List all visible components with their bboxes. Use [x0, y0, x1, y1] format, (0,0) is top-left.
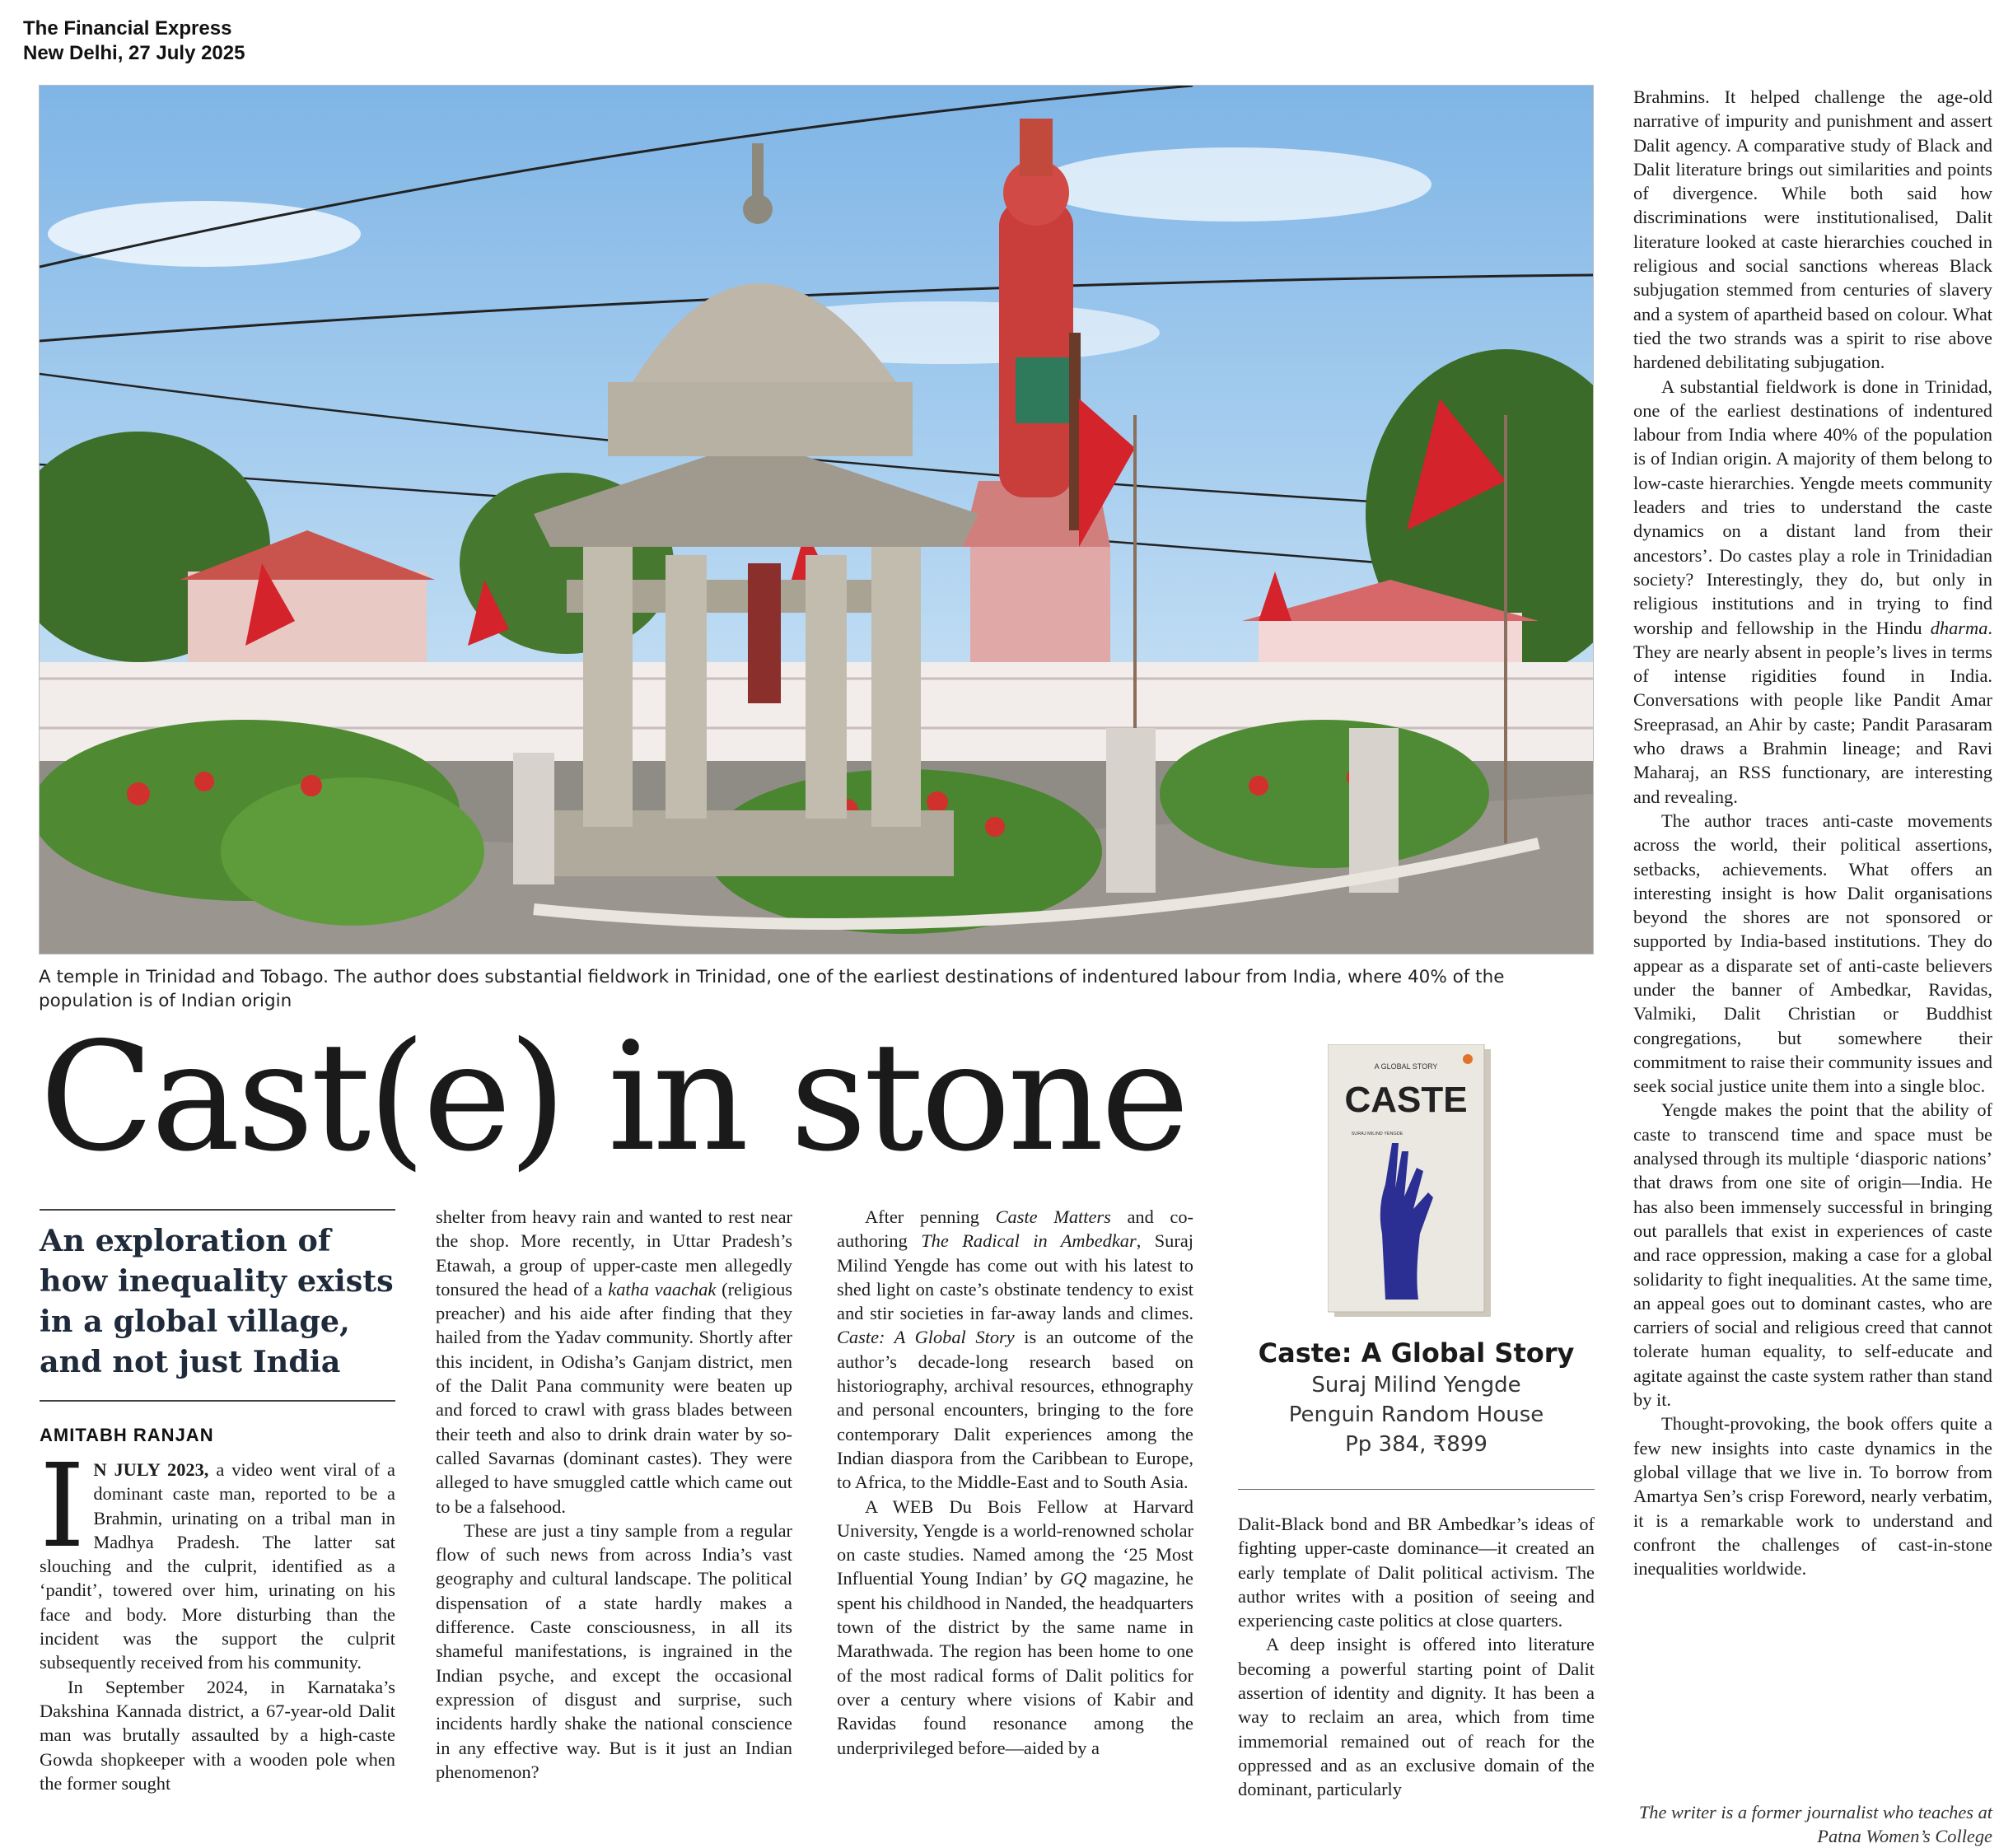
paragraph: [40, 1440, 395, 1675]
paragraph: In September 2024, in Karnataka’s Dakshina Kannada district, a 67-year-old Dalit man was brutally assaulted by a high-caste Gowda shopkeeper with a wooden pole when the former sought: [40, 1676, 395, 1794]
book-price: Pp 384, ₹899: [1345, 1432, 1488, 1457]
paragraph-text: a video went viral of a dominant caste man, reported to be a Brahmin, urinating on a tribal man in Madhya Pradesh. The latter sat slouching and the culprit, identified as a ‘pandit’, towered over him, urinating on his face and body. More disturbing than the incident was the support the culprit subsequently received from his community.: [40, 1459, 395, 1673]
magazine-italic: GQ: [1059, 1568, 1087, 1589]
book-title-italic: Caste: A Global Story: [837, 1327, 1015, 1348]
temple-photo: [39, 85, 1594, 954]
dateline: New Delhi, 27 July 2025: [23, 42, 245, 64]
paragraph-text: , Suraj Milind Yengde has come out with his latest to shed light on caste’s obstinate tendency to exist and stir societies in far-away lands and climes.: [837, 1230, 1193, 1324]
page-title: Cast(e) in stone: [40, 1010, 1187, 1184]
book-author: Suraj Milind Yengde: [1311, 1373, 1521, 1398]
paragraph-text: After penning: [865, 1206, 996, 1227]
article-column-4: [1238, 1512, 1595, 1802]
paragraph: These are just a tiny sample from a regular flow of such news from across India’s vast geography and cultural landscape. The political dispensation of a state hardly makes a difference. Caste consciousness, in all its shameful manifestations, is ingrained in the Indian psyche, and except the occasional expression of disgust and surprise, such incidents hardly shake the national conscience in any effective way. But is it just an Indian phenomenon?: [436, 1519, 792, 1782]
paragraph: [837, 1205, 1193, 1495]
book-title-italic: The Radical in Ambedkar: [921, 1230, 1137, 1252]
deck-top-rule: [40, 1209, 395, 1211]
book-info: [1238, 1336, 1595, 1459]
cover-small-label: A GLOBAL STORY: [1374, 1062, 1438, 1071]
article-column-1: [40, 1440, 395, 1795]
paragraph: [1633, 375, 1992, 809]
deck-bottom-rule: [40, 1400, 395, 1402]
article-column-2: [436, 1205, 792, 1784]
paragraph-text: A substantial fieldwork is done in Trinidad, one of the earliest destinations of indentured labour from India where 40% of the population is of Indian origin. A majority of them belong to low-caste hierarchies. Yengde meets community leaders and tries to understand the caste dynamics on a distant land from their ancestors’. Do castes play a role in Trinidadian society? Interestingly, they do, but only in religious institutions and in trying to find worship and fellowship in the Hindu: [1633, 376, 1992, 638]
italic-term: dharma: [1930, 617, 1988, 638]
paragraph-text: is an outcome of the author’s decade-long research based on historiography, archival resources, ethnography and personal encounters, bringing to the fore contemporary Dalit experiences among the Indian diaspora from the Caribbean to Europe, to Africa, to the Middle-East and to South Asia.: [837, 1327, 1193, 1493]
author-credit: The writer is a former journalist who teaches at Patna Women’s College: [1638, 1802, 1992, 1846]
paragraph: Thought-provoking, the book offers quite a few new insights into caste dynamics in the global village that we live in. To borrow from Amartya Sen’s crisp Foreword, nearly verbatim, it is a remarkable work to understand and confront the challenges of cast-in-stone inequalities worldwide.: [1633, 1413, 1992, 1580]
paragraph-text: (religious preacher) and his aide after finding that they hailed from the Yadav community. Shortly after this incident, in Odisha’s Ganjam district, men of the Dalit Pana community were beaten up and forced to crawl with grass blades between their teeth and also to drink drain water by so-called Savarnas (dominant castes). They were alleged to have smuggled cattle which came out to be a falsehood.: [436, 1278, 792, 1517]
drop-cap: I: [40, 1440, 86, 1574]
paragraph-text: magazine, he spent his childhood in Nanded, the headquarters town of the district by the same name in Marathwada. The region has been home to one of the most radical forms of Dalit politics for over a century where visions of Kabir and Ravidas found resonance among the underprivileged before—aided by a: [837, 1568, 1193, 1758]
paragraph: A deep insight is offered into literature becoming a powerful starting point of Dalit assertion of identity and dignity. It has been a way to reclaim an area, which from time immemorial remained out of reach for the oppressed and as an exclusive domain of the dominant, particularly: [1238, 1634, 1595, 1800]
book-info-rule: [1238, 1489, 1595, 1490]
paragraph-text: and co-authoring: [837, 1206, 1193, 1252]
photo-caption: A temple in Trinidad and Tobago. The author does substantial fieldwork in Trinidad, one of the earliest destinations of indentured labour from India, where 40% of the population is of Indian origin: [39, 967, 1505, 1011]
publication-name: The Financial Express: [23, 17, 232, 40]
book-title-italic: Caste Matters: [995, 1206, 1111, 1227]
temple-illustration: [40, 86, 1593, 954]
paragraph: [837, 1495, 1193, 1760]
book-title: Caste: A Global Story: [1258, 1337, 1575, 1369]
paragraph: Dalit-Black bond and BR Ambedkar’s ideas of fighting upper-caste dominance—it created an early template of Dalit political activism. The author writes with a position of seeing and experiencing caste politics at close quarters.: [1238, 1514, 1595, 1631]
lead-in: N JULY 2023,: [93, 1459, 209, 1480]
italic-term: katha vaachak: [608, 1278, 717, 1300]
paragraph: Yengde makes the point that the ability of caste to transcend time and space must be analysed through its multiple ‘diasporic nations’ that draws from one site of origin—India. He has also been immensely successful in bringing out parallels that exist in experiences of caste and race oppression, making a case for a global solidarity to fight inequalities. At the same time, an appeal goes out to dominant castes, who are carriers of social and religious creed that cannot tolerate human equality, to self-educate and agitate against the caste system rather than stand by it.: [1633, 1099, 1992, 1411]
article-column-5: [1633, 85, 1992, 1580]
paragraph-text: A WEB Du Bois Fellow at Harvard University, Yengde is a world-renowned scholar on caste studies. Named among the ‘25 Most Influential Young Indian’ by: [837, 1496, 1193, 1589]
paragraph: The author traces anti-caste movements across the world, their political assertions, setbacks, achievements. What offers an interesting insight is how Dalit organisations beyond the shores are not sponsored or supported by India-based institutions. They do appear as a disparate set of anti-caste believers under the banner of Ambedkar, Ravidas, Valmiki, Dalit Christian or Buddhist congregations, but somewhere their commitment to raise their community issues and seek social justice unite them into a single bloc.: [1633, 810, 1992, 1097]
paragraph-text: shelter from heavy rain and wanted to rest near the shop. More recently, in Uttar Pradesh’s Etawah, a group of upper-caste men allegedly tonsured the head of a: [436, 1206, 792, 1300]
book-cover: [1328, 1044, 1497, 1320]
byline: AMITABH RANJAN: [40, 1425, 214, 1445]
masthead: [23, 16, 245, 66]
cover-title: CASTE: [1344, 1080, 1468, 1120]
book-publisher: Penguin Random House: [1288, 1402, 1544, 1427]
paragraph: Brahmins. It helped challenge the age-old narrative of impurity and punishment and assert Dalit agency. A comparative study of Black and Dalit literature brings out similarities and points of divergence. While both said how discriminations were institutionalised, Dalit literature looked at caste hierarchies couched in religious and social sanctions whereas Black subjugation stemmed from centuries of slavery and a system of apartheid based on colour. What tied the two strands was a spirit to rise above hardened debilitating subjugation.: [1633, 86, 1992, 373]
cover-author: SURAJ MILIND YENGDE: [1351, 1132, 1403, 1136]
publisher-logo-icon: [1463, 1054, 1473, 1064]
article-column-3: [837, 1205, 1193, 1760]
deck: An exploration of how inequality exists in a global village, and not just India: [40, 1223, 394, 1379]
paragraph-text: . They are nearly absent in people’s lives in terms of intense rigidities found in India. Conversations with people like Pandit Amar Sreeprasad, an Ahir by caste; Pandit Parasaram who draws a Brahmin lineage; and Ravi Maharaj, an RSS functionary, are interesting and revealing.: [1633, 617, 1992, 807]
book-cover-image: [1328, 1044, 1497, 1320]
paragraph: [436, 1205, 792, 1519]
